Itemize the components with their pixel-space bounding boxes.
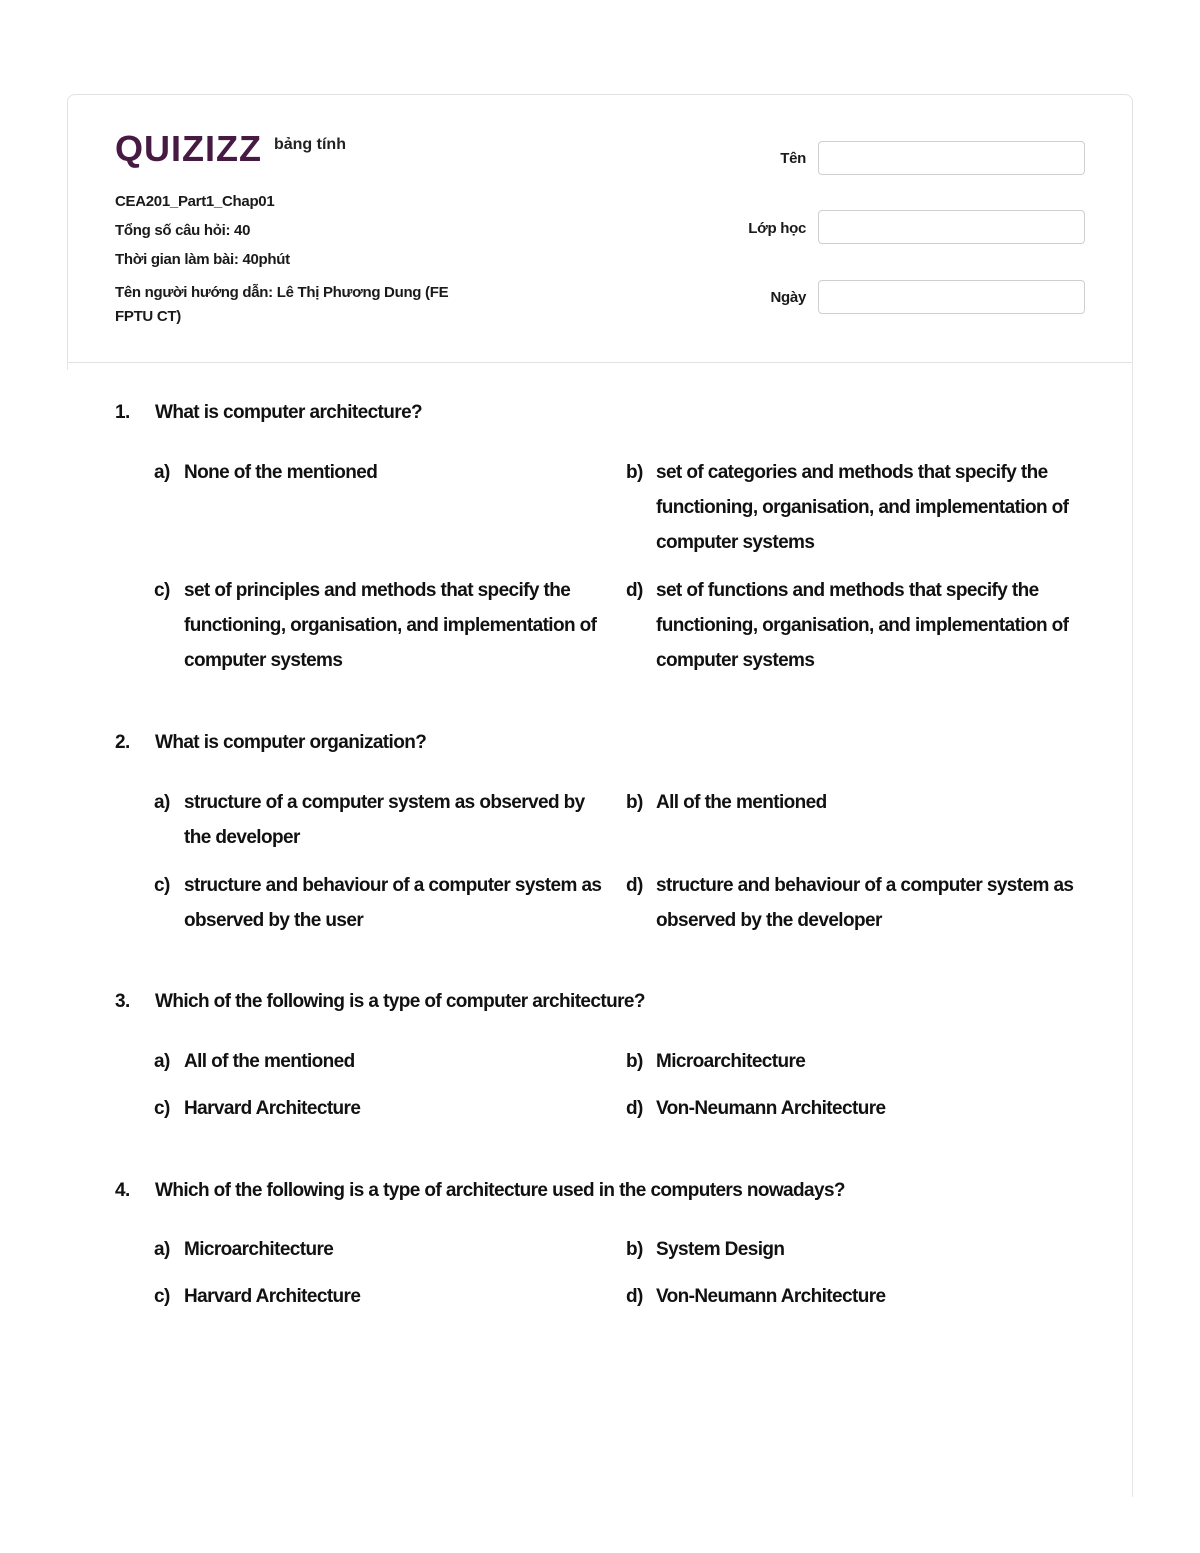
worksheet-subtitle: bảng tính	[273, 136, 346, 153]
option-a[interactable]	[154, 1044, 594, 1079]
header-divider	[67, 362, 1133, 363]
option-letter: d)	[626, 875, 643, 896]
course-code: CEA201_Part1_Chap01	[115, 193, 275, 210]
option-letter: d)	[626, 580, 643, 601]
option-a[interactable]	[154, 785, 616, 855]
quizizz-logo: QUIZIZZ	[115, 128, 262, 169]
date-label: Ngày	[770, 289, 806, 306]
option-text: structure and behaviour of a computer system as observed by the developer	[656, 875, 1074, 931]
option-d[interactable]	[626, 868, 1088, 938]
page-border-right	[1132, 362, 1133, 1497]
question-title	[115, 991, 645, 1013]
option-a[interactable]	[154, 455, 594, 490]
option-c[interactable]	[154, 1091, 594, 1126]
option-letter: b)	[626, 1239, 643, 1260]
option-d[interactable]	[626, 1279, 1066, 1314]
question-title	[115, 732, 426, 754]
option-letter: d)	[626, 1286, 643, 1307]
option-letter: a)	[154, 462, 170, 483]
question-text: Which of the following is a type of computer architecture?	[155, 991, 645, 1012]
class-label: Lớp học	[748, 220, 806, 237]
option-text: Microarchitecture	[656, 1051, 806, 1072]
option-c[interactable]	[154, 868, 616, 938]
option-letter: b)	[626, 1051, 643, 1072]
option-a[interactable]	[154, 1232, 594, 1267]
option-text: None of the mentioned	[184, 462, 378, 483]
option-b[interactable]	[626, 1232, 1066, 1267]
option-letter: a)	[154, 1239, 170, 1260]
instructor: Tên người hướng dẫn: Lê Thị Phương Dung (FE FPTU CT)	[115, 284, 449, 325]
option-letter: d)	[626, 1098, 643, 1119]
option-b[interactable]	[626, 1044, 1066, 1079]
date-field[interactable]	[818, 280, 1085, 314]
question-title	[115, 402, 422, 424]
question-title	[115, 1180, 845, 1202]
option-c[interactable]	[154, 1279, 594, 1314]
option-text: set of categories and methods that specify the functioning, organisation, and implementation of computer systems	[656, 462, 1069, 553]
name-field[interactable]	[818, 141, 1085, 175]
option-text: Microarchitecture	[184, 1239, 334, 1260]
question-text: What is computer architecture?	[155, 402, 423, 423]
option-letter: a)	[154, 1051, 170, 1072]
page-border-left	[67, 362, 68, 370]
time-limit: Thời gian làm bài: 40phút	[115, 251, 290, 268]
option-text: structure and behaviour of a computer system as observed by the user	[184, 875, 602, 931]
option-letter: c)	[154, 580, 170, 601]
class-field[interactable]	[818, 210, 1085, 244]
option-c[interactable]	[154, 573, 616, 678]
option-b[interactable]	[626, 455, 1088, 560]
option-text: System Design	[656, 1239, 785, 1260]
option-text: Von-Neumann Architecture	[656, 1098, 886, 1119]
brand	[115, 128, 346, 170]
option-letter: c)	[154, 1098, 170, 1119]
total-questions: Tổng số câu hỏi: 40	[115, 222, 251, 239]
option-b[interactable]	[626, 785, 1066, 820]
option-text: Harvard Architecture	[184, 1098, 361, 1119]
question-number: 3.	[115, 991, 130, 1012]
question-number: 4.	[115, 1180, 130, 1201]
question-number: 2.	[115, 732, 130, 753]
option-letter: b)	[626, 462, 643, 483]
question-text: Which of the following is a type of architecture used in the computers nowadays?	[155, 1180, 845, 1201]
option-text: All of the mentioned	[184, 1051, 355, 1072]
question-text: What is computer organization?	[155, 732, 427, 753]
option-letter: b)	[626, 792, 643, 813]
name-label: Tên	[780, 150, 806, 167]
option-text: structure of a computer system as observed by the developer	[184, 792, 585, 848]
option-d[interactable]	[626, 573, 1088, 678]
option-letter: c)	[154, 875, 170, 896]
option-d[interactable]	[626, 1091, 1066, 1126]
option-text: set of functions and methods that specify the functioning, organisation, and implementation of computer systems	[656, 580, 1069, 671]
question-number: 1.	[115, 402, 130, 423]
option-text: Harvard Architecture	[184, 1286, 361, 1307]
option-letter: a)	[154, 792, 170, 813]
option-letter: c)	[154, 1286, 170, 1307]
option-text: All of the mentioned	[656, 792, 827, 813]
option-text: set of principles and methods that specify the functioning, organisation, and implementation of computer systems	[184, 580, 597, 671]
option-text: Von-Neumann Architecture	[656, 1286, 886, 1307]
